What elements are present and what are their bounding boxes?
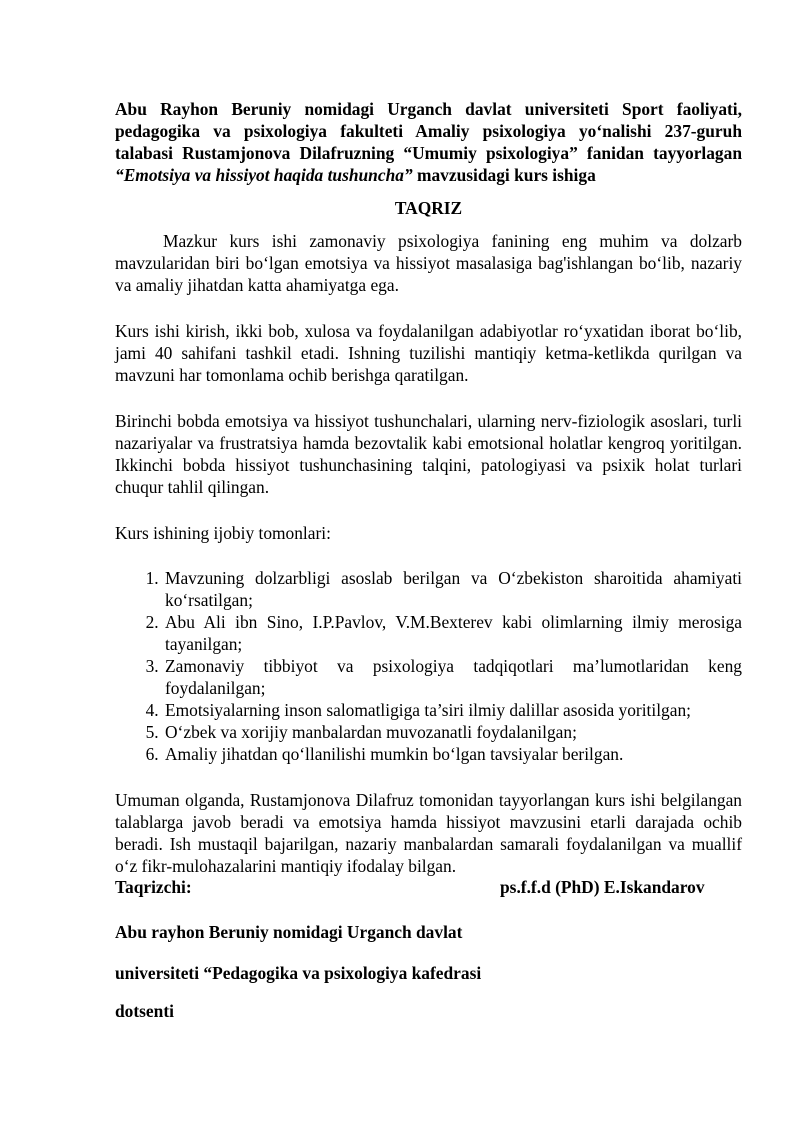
paragraph-merits-intro: Kurs ishining ijobiy tomonlari: [115, 523, 331, 543]
reviewer-label: Taqrizchi: [115, 877, 192, 897]
reviewer-name: ps.f.f.d (PhD) E.Iskandarov [500, 877, 705, 897]
document-heading [115, 98, 742, 186]
paragraph-structure: Kurs ishi kirish, ikki bob, xulosa va foydalanilgan adabiyotlar ro‘yxatidan iborat bo‘lib, jami 40 sahifani tashkil etadi. Ishning tuzilishi mantiqiy ketma-ketlikda qurilgan va mavzuni har tomonlama ochib berishga qaratilgan. [115, 321, 742, 385]
merit-item: 3. Zamonaviy tibbiyot va psixologiya tadqiqotlari ma’lumotlaridan keng foydalanilgan; [163, 655, 742, 699]
merit-item: 1. Mavzuning dolzarbligi asoslab berilgan va O‘zbekiston sharoitida ahamiyati ko‘rsatilgan; [163, 567, 742, 611]
reviewer-position: dotsenti [115, 1001, 174, 1021]
merit-item: 2. Abu Ali ibn Sino, I.P.Pavlov, V.M.Bexterev kabi olimlarning ilmiy merosiga tayanilgan; [163, 611, 742, 655]
heading-topic: “Emotsiya va hissiyot haqida tushuncha” [115, 165, 413, 185]
merit-item: 5. O‘zbek va xorijiy manbalardan muvozanatli foydalanilgan; [163, 721, 742, 743]
heading-outro: mavzusidagi kurs ishiga [412, 165, 596, 185]
paragraph-intro: Mazkur kurs ishi zamonaviy psixologiya fanining eng muhim va dolzarb mavzularidan biri bo‘lgan emotsiya va hissiyot masalasiga bag'ishlangan bo‘lib, nazariy va amaliy jihatdan katta ahamiyatga ega. [115, 231, 742, 295]
review-document [115, 98, 742, 1021]
paragraph-chapters: Birinchi bobda emotsiya va hissiyot tushunchalari, ularning nerv-fiziologik asoslari, turli nazariyalar va frustratsiya hamda bezovtalik kabi emotsional holatlar kengroq yoritilgan. Ikkinchi bobda hissiyot tushunchasining talqini, patologiyasi va psixik holat turlari chuqur tahlil qilingan. [115, 411, 742, 497]
heading-intro: Abu Rayhon Beruniy nomidagi Urganch davlat universiteti Sport faoliyati, pedagogika va psixologiya fakulteti Amaliy psixologiya yo‘nalishi 237-guruh talabasi Rustamjonova Dilafruzning “Umumiy psixologiya” fanidan tayyorlagan [115, 99, 742, 163]
affiliation-line: Abu rayhon Beruniy nomidagi Urganch davlat [115, 922, 463, 942]
merit-item: 4. Emotsiyalarning inson salomatligiga ta’siri ilmiy dalillar asosida yoritilgan; [163, 699, 742, 721]
document-title: TAQRIZ [394, 198, 463, 218]
paragraph-conclusion: Umuman olganda, Rustamjonova Dilafruz tomonidan tayyorlangan kurs ishi belgilangan talablarga javob beradi va emotsiya hamda hissiyot mavzusini etarli darajada ochib beradi. Ish mustaqil bajarilgan, nazariy manbalardan samarali foydalanilgan va muallif o‘z fikr-mulohazalarini mantiqiy ifodalay bilgan. [115, 790, 742, 876]
affiliation-line: universiteti “Pedagogika va psixologiya kafedrasi [115, 963, 482, 983]
merits-list [115, 567, 742, 765]
merit-item: 6. Amaliy jihatdan qo‘llanilishi mumkin bo‘lgan tavsiyalar berilgan. [163, 743, 742, 765]
